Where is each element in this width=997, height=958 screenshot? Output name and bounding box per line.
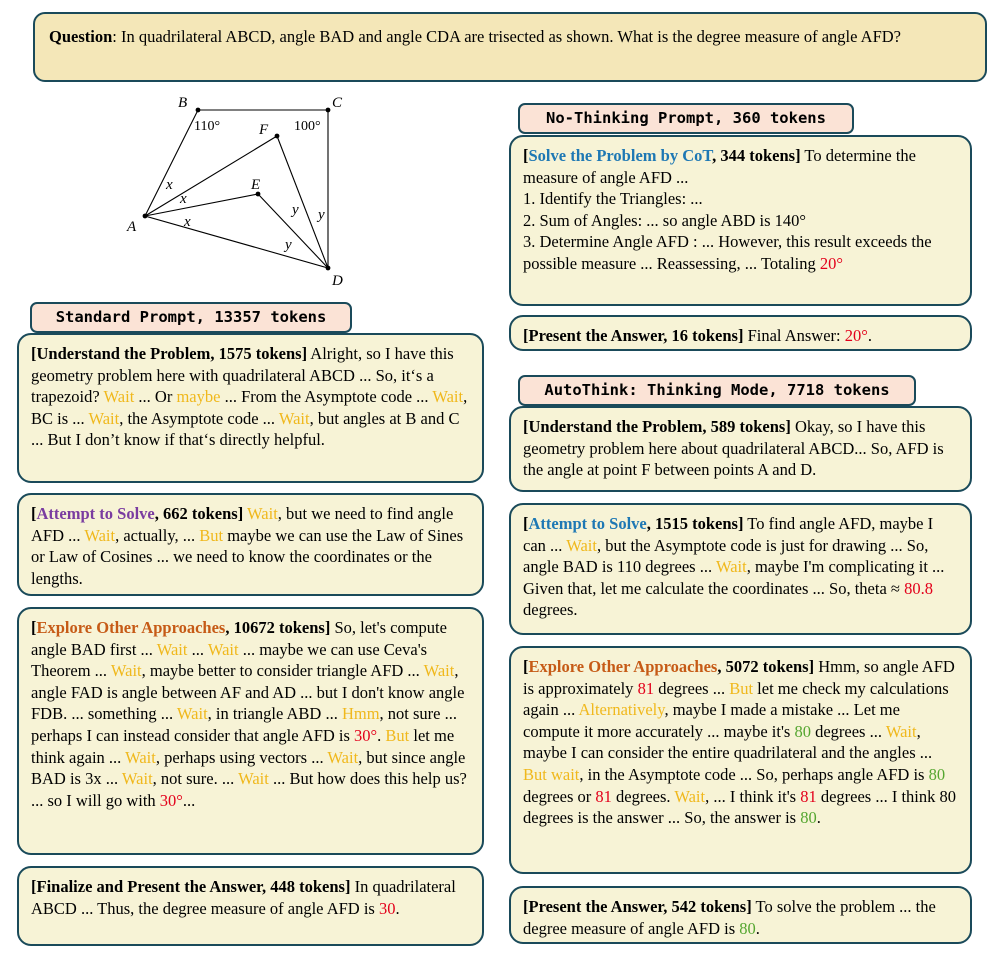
- correct-answer: 80: [800, 808, 817, 828]
- section-name: Explore Other Approaches: [36, 618, 226, 637]
- text: maybe we can use the Law of Sines or Law of Cosines ... we need to know the coordinates or the lengths.: [31, 525, 464, 588]
- label-f: F: [259, 122, 269, 138]
- text: , but since angle BAD is 3x ...: [31, 747, 466, 789]
- intermediate-value: 81: [800, 786, 817, 806]
- correct-answer: 80: [794, 721, 811, 741]
- wrong-answer: 20°: [844, 326, 868, 345]
- intermediate-value: 81: [637, 678, 655, 698]
- standard-prompt-label: Standard Prompt, 13357 tokens: [30, 302, 352, 333]
- text: Okay, so I have this geometry problem here about quadrilateral ABCD... So, AFD is the angle at point F between points A and D.: [523, 417, 944, 480]
- section-name: Explore Other Approaches: [528, 657, 718, 676]
- text: degrees or: [523, 786, 596, 806]
- text: , the Asymptote code ...: [119, 408, 279, 428]
- text: ... maybe we can use Ceva's Theorem ...: [31, 639, 428, 681]
- text: let me think again ...: [31, 725, 455, 767]
- text: .: [377, 725, 386, 745]
- hesitation-word: Alternatively: [578, 700, 665, 720]
- standard-finalize-box: [17, 866, 484, 946]
- bracket: [: [523, 657, 529, 676]
- section-header: [Understand the Problem, 589 tokens]: [523, 417, 791, 436]
- geometry-diagram: [120, 88, 360, 288]
- wrong-answer: 20°: [819, 253, 843, 273]
- section-name: Attempt to Solve: [36, 504, 155, 523]
- label-x-1: x: [166, 177, 173, 193]
- text: ...: [187, 639, 208, 659]
- segment-ae: [145, 194, 258, 216]
- hesitation-word: But: [729, 678, 754, 698]
- text: In quadrilateral ABCD ... Thus, the degree measure of angle AFD is: [31, 877, 456, 918]
- standard-explore-box: [17, 607, 484, 855]
- autothink-attempt-box: [509, 503, 972, 635]
- text: , not sure ... perhaps I can instead consider that angle AFD is: [31, 704, 457, 745]
- no-thinking-answer-box: [509, 315, 972, 351]
- text: , angle FAD is angle between AF and AD ... but I don't know angle FDB. ... something ...: [31, 661, 465, 724]
- autothink-answer-box: [509, 886, 972, 944]
- point-a: [143, 214, 148, 219]
- hesitation-word: Wait: [278, 408, 310, 428]
- text: , ... I think it's: [705, 786, 801, 806]
- text: , but angles at B and C ... But I don’t know if that‘s directly helpful.: [31, 408, 460, 450]
- question-box: [33, 12, 987, 82]
- angle-b-label: 110°: [194, 119, 221, 134]
- correct-answer: 80: [928, 764, 946, 784]
- token-count: , 662 tokens]: [154, 504, 244, 523]
- text: Final Answer:: [743, 326, 845, 345]
- label-e: E: [251, 177, 261, 193]
- text: , not sure. ...: [152, 769, 239, 789]
- bracket: [: [523, 146, 529, 165]
- text: , maybe I'm complicating it ... Given that, let me calculate the coordinates ... So, theta ≈: [523, 557, 945, 598]
- bracket: [: [31, 504, 37, 523]
- intermediate-value: 81: [595, 786, 612, 806]
- hesitation-word: Wait: [247, 504, 278, 523]
- hesitation-word: Wait: [207, 639, 239, 659]
- hesitation-word: But: [199, 525, 224, 545]
- text: degrees ...: [810, 721, 886, 741]
- intermediate-value: 80.8: [904, 578, 933, 598]
- text: So, let's compute angle BAD first ...: [31, 618, 447, 659]
- text: ... Or: [134, 387, 177, 407]
- text: .: [395, 898, 400, 918]
- hesitation-word: Wait: [432, 387, 464, 407]
- wrong-answer: 30°: [354, 725, 378, 745]
- text: ...: [182, 790, 196, 810]
- hesitation-word: maybe: [176, 387, 221, 407]
- hesitation-word: Wait: [327, 747, 359, 767]
- label-y-1: y: [292, 202, 299, 218]
- autothink-label: AutoThink: Thinking Mode, 7718 tokens: [518, 375, 916, 406]
- hesitation-word: Wait: [715, 557, 747, 577]
- hesitation-word: But: [385, 725, 410, 745]
- wrong-answer: 30°: [159, 790, 183, 810]
- text: , in the Asymptote code ... So, perhaps angle AFD is: [579, 764, 929, 784]
- text: , maybe I can consider the entire quadrilateral and the angles ...: [523, 721, 933, 763]
- label-c: C: [332, 95, 343, 111]
- point-c: [326, 108, 331, 113]
- step-1: 1. Identify the Triangles: ...: [523, 189, 703, 209]
- label-y-3: y: [285, 237, 292, 253]
- text: , actually, ...: [115, 525, 200, 545]
- hesitation-word: Hmm: [341, 704, 380, 724]
- text: To find angle AFD, maybe I can ...: [523, 514, 934, 555]
- point-f: [275, 134, 280, 139]
- text: Hmm, so angle AFD is approximately: [523, 657, 955, 698]
- text: , perhaps using vectors ...: [155, 747, 328, 767]
- text: ... But how does this help us? ... so I will go with: [31, 769, 467, 810]
- label-d: D: [332, 273, 343, 288]
- standard-understand-box: [17, 333, 484, 483]
- text: degrees ... I think 80 degrees is the answer ... So, the answer is: [523, 786, 957, 828]
- text: To solve the problem ... the degree measure of angle AFD is: [523, 897, 936, 938]
- text: To determine the measure of angle AFD ...: [523, 146, 916, 187]
- text: , but we need to find angle AFD ...: [31, 504, 454, 545]
- autothink-explore-box: [509, 646, 972, 874]
- wrong-answer: 30: [378, 898, 396, 918]
- token-count: , 10672 tokens]: [225, 618, 331, 637]
- hesitation-word: Wait: [84, 525, 116, 545]
- hesitation-word: Wait: [566, 535, 597, 555]
- point-d: [326, 266, 331, 271]
- hesitation-word: Wait: [423, 661, 455, 681]
- standard-attempt-box: [17, 493, 484, 596]
- text: let me check my calculations again ...: [523, 678, 949, 720]
- autothink-understand-box: [509, 406, 972, 492]
- text: ... From the Asymptote code ...: [220, 387, 433, 407]
- section-header: [Present the Answer, 542 tokens]: [523, 897, 752, 916]
- label-x-3: x: [184, 214, 191, 230]
- text: , maybe I made a mistake ... Let me compute it more accurately ... maybe it's: [523, 700, 900, 741]
- question-text: : In quadrilateral ABCD, angle BAD and angle CDA are trisected as shown. What is the degree measure of angle AFD?: [112, 27, 901, 46]
- question-label: Question: [49, 27, 113, 46]
- text: degrees ...: [654, 678, 730, 698]
- token-count: , 344 tokens]: [712, 146, 801, 165]
- section-header: [Understand the Problem, 1575 tokens]: [31, 344, 308, 363]
- section-name: Solve the Problem by CoT: [528, 146, 713, 165]
- no-thinking-prompt-label: No-Thinking Prompt, 360 tokens: [518, 103, 854, 134]
- text: Alright, so I have this geometry problem here with quadrilateral ABCD ... So, it‘s a trapezoid?: [31, 344, 454, 407]
- text: degrees.: [611, 786, 675, 806]
- label-a: A: [127, 219, 137, 235]
- step-2: 2. Sum of Angles: ... so angle ABD is 140°: [523, 210, 806, 230]
- label-y-2: y: [318, 207, 325, 223]
- no-thinking-cot-box: [509, 135, 972, 306]
- point-b: [196, 108, 201, 113]
- text: degrees.: [523, 600, 578, 620]
- bracket: [: [523, 514, 529, 533]
- hesitation-word: Wait: [88, 408, 120, 428]
- hesitation-word: Wait: [238, 769, 269, 789]
- text: , in triangle ABD ...: [207, 704, 342, 724]
- section-name: Attempt to Solve: [528, 514, 647, 533]
- section-header: [Present the Answer, 16 tokens]: [523, 326, 744, 345]
- text: , maybe better to consider triangle AFD ...: [141, 661, 424, 681]
- hesitation-word: Wait: [103, 387, 135, 407]
- hesitation-word: But wait: [523, 764, 580, 784]
- token-count: , 1515 tokens]: [646, 514, 744, 533]
- hesitation-word: Wait: [125, 747, 156, 767]
- correct-answer: 80: [739, 918, 756, 938]
- section-header: [Finalize and Present the Answer, 448 tokens]: [31, 877, 351, 896]
- text: .: [755, 918, 760, 938]
- text: .: [816, 808, 821, 828]
- bracket: [: [31, 618, 37, 637]
- label-b: B: [178, 95, 188, 111]
- token-count: , 5072 tokens]: [717, 657, 815, 676]
- hesitation-word: Wait: [176, 704, 208, 724]
- angle-c-label: 100°: [294, 119, 321, 134]
- hesitation-word: Wait: [156, 639, 188, 659]
- text: .: [867, 326, 872, 345]
- label-x-2: x: [180, 191, 187, 207]
- text: , but the Asymptote code is just for drawing ... So, angle BAD is 110 degrees ...: [523, 535, 929, 577]
- hesitation-word: Wait: [121, 769, 153, 789]
- step-3: 3. Determine Angle AFD : ... However, this result exceeds the possible measure ... Reassessing, ... Totaling: [523, 232, 932, 273]
- hesitation-word: Wait: [885, 721, 917, 741]
- hesitation-word: Wait: [110, 661, 142, 681]
- text: , BC is ...: [31, 387, 468, 428]
- hesitation-word: Wait: [674, 786, 706, 806]
